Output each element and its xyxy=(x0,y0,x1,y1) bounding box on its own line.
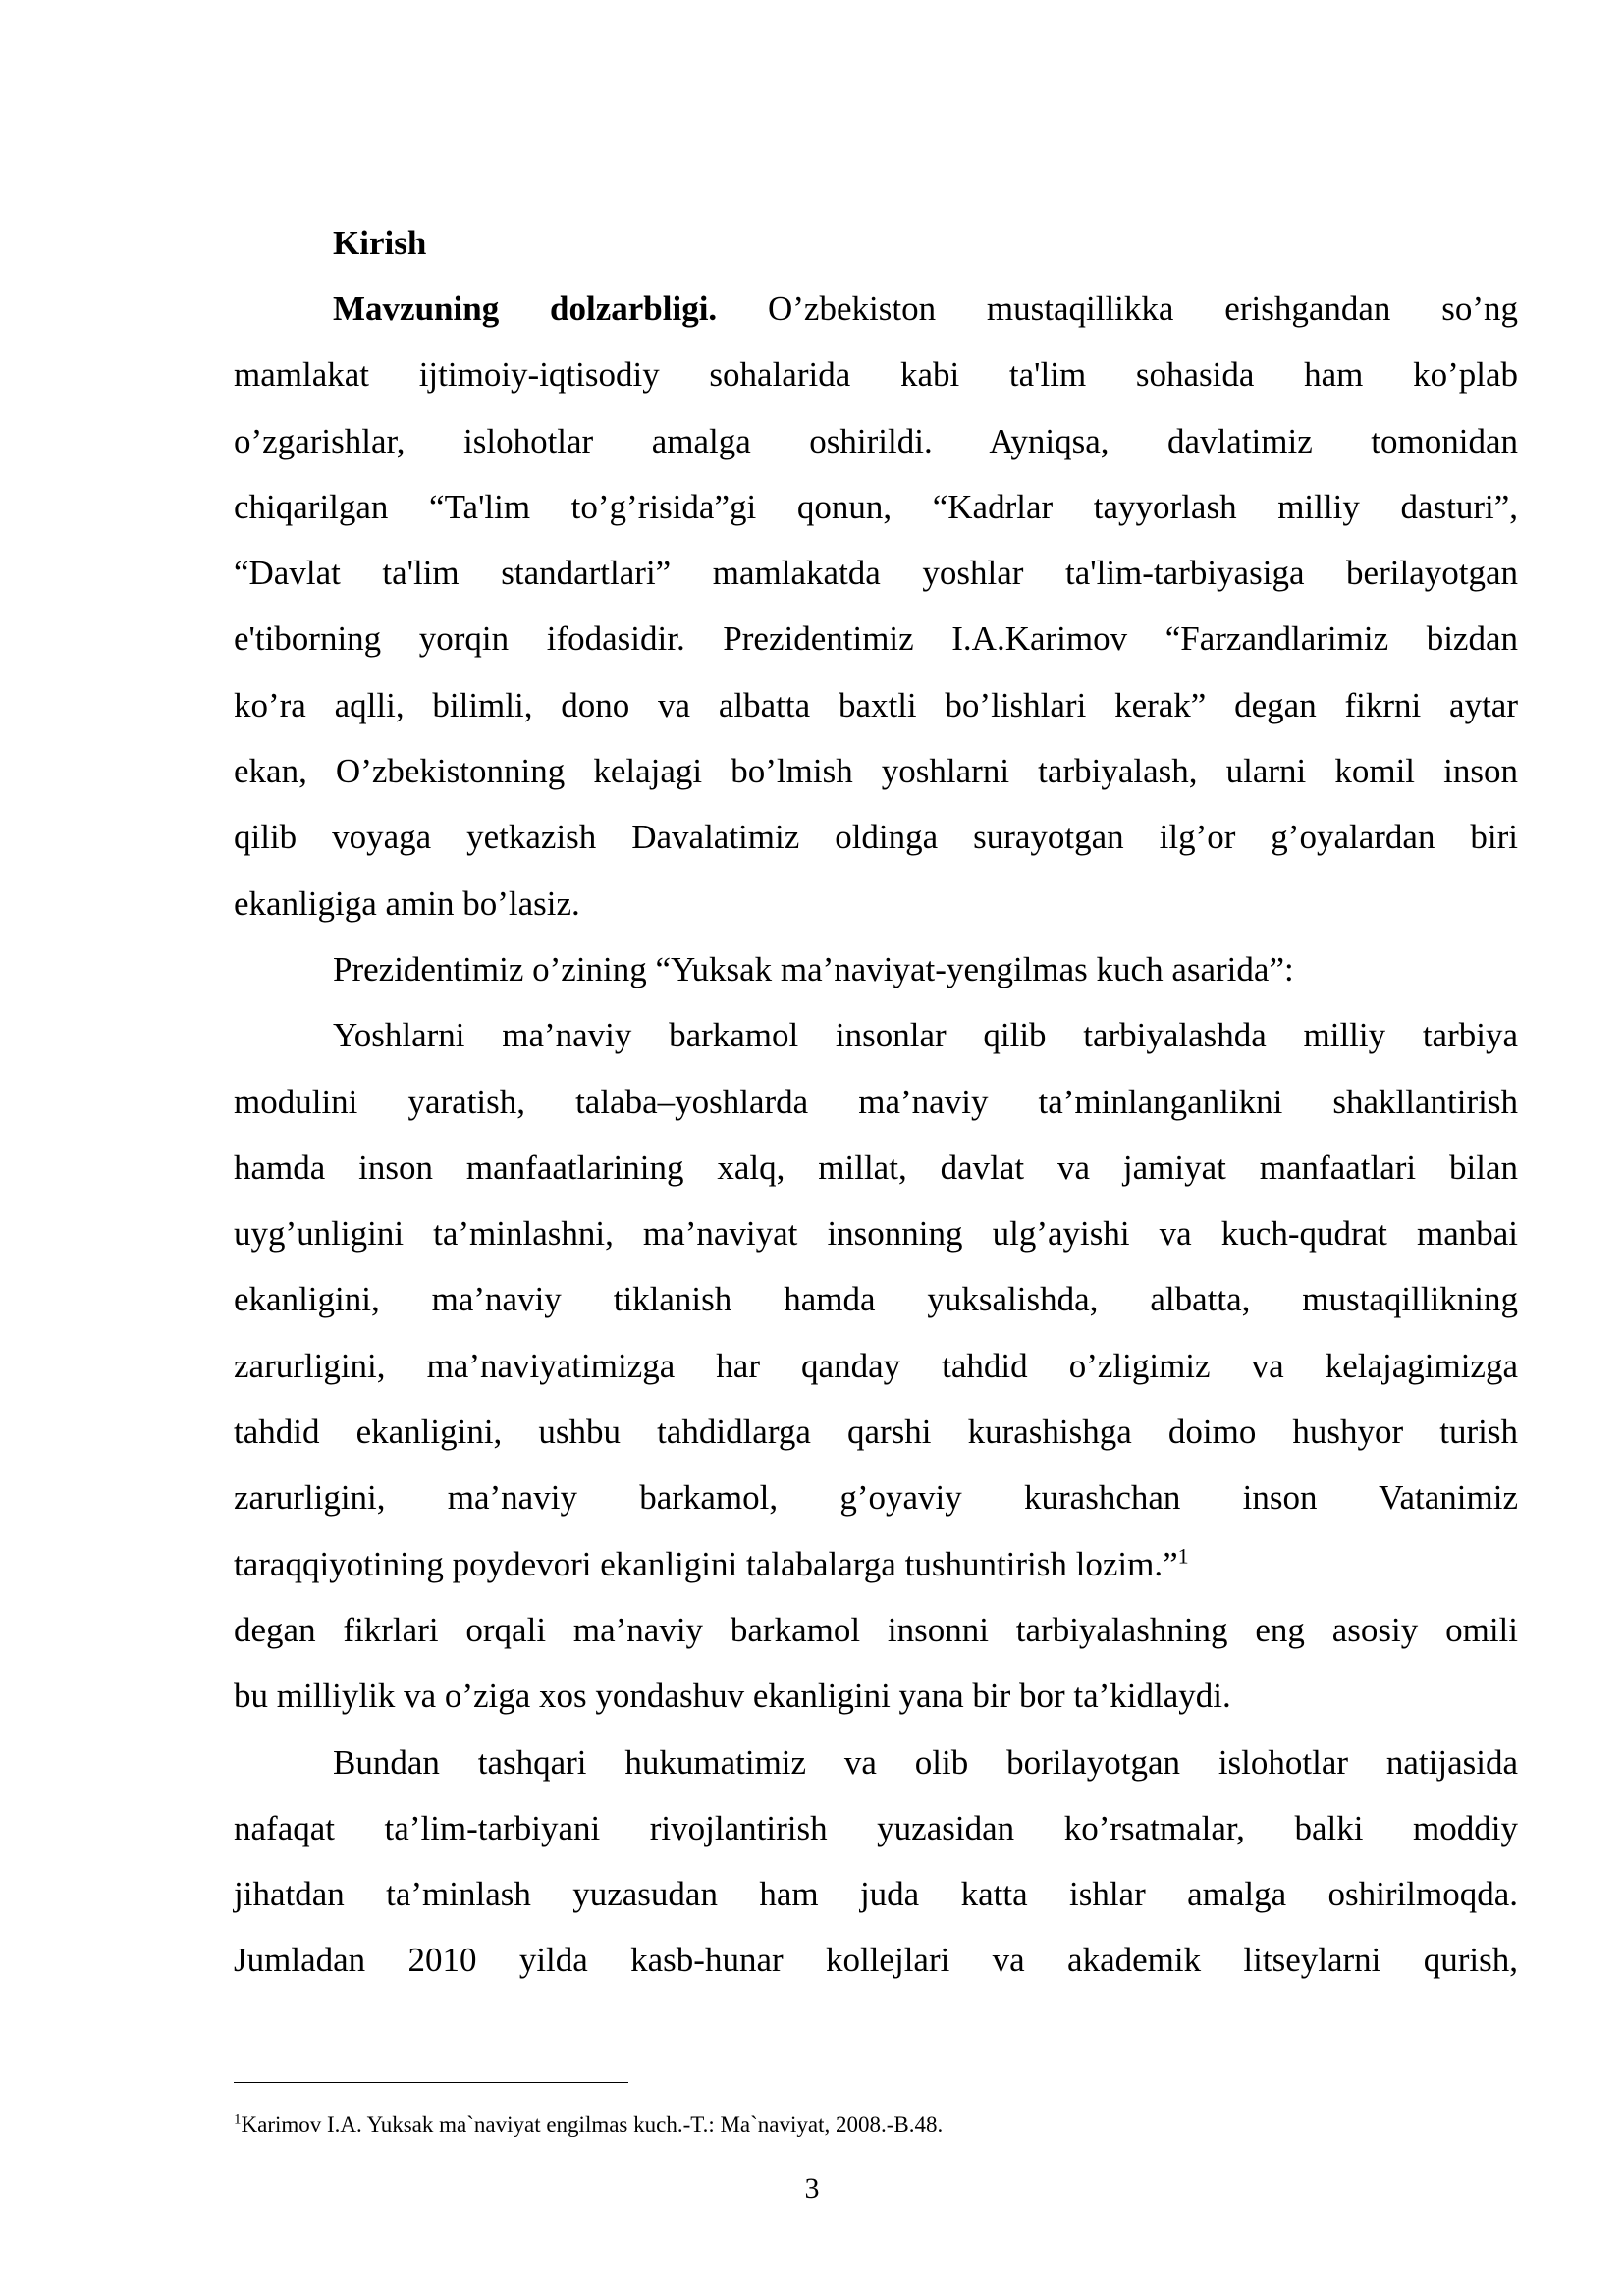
paragraph-line: bu milliylik va o’ziga xos yondashuv ekanligini yana bir bor ta’kidlaydi. xyxy=(234,1677,1231,1716)
paragraph-line: ekan, O’zbekistonning kelajagi bo’lmish yoshlarni tarbiyalash, ularni komil inson xyxy=(234,752,1518,791)
paragraph-line: “Davlat ta'lim standartlari” mamlakatda yoshlar ta'lim-tarbiyasiga berilayotgan xyxy=(234,554,1518,593)
quote-line: tahdid ekanligini, ushbu tahdidlarga qarshi kurashishga doimo hushyor turish xyxy=(234,1413,1518,1452)
paragraph-line: ko’ra aqlli, bilimli, dono va albatta baxtli bo’lishlari kerak” degan fikrni aytar xyxy=(234,685,1518,724)
quote-line: Yoshlarni ma’naviy barkamol insonlar qilib tarbiyalashda milliy tarbiya xyxy=(333,1016,1518,1055)
quote-line: ekanligini, ma’naviy tiklanish hamda yuksalishda, albatta, mustaqillikning xyxy=(234,1280,1518,1319)
quote-line: zarurligini, ma’naviyatimizga har qanday tahdid o’zligimiz va kelajagimizga xyxy=(234,1346,1518,1385)
quote-line: taraqqiyotining poydevori ekanligini talabalarga tushuntirish lozim.”$^1$ xyxy=(234,1542,1189,1583)
footnote-reference[interactable]: 1 xyxy=(1177,1542,1189,1568)
paragraph-line: o’zgarishlar, islohotlar amalga oshirildi. Ayniqsa, davlatimiz tomonidan xyxy=(234,421,1518,460)
body-text xyxy=(234,276,1518,1994)
paragraph-line: qilib voyaga yetkazish Davalatimiz oldinga surayotgan ilg’or g’oyalardan biri xyxy=(234,818,1518,857)
footnote-separator xyxy=(234,2082,628,2083)
paragraph-line: Prezidentimiz o’zining “Yuksak ma’naviyat-yengilmas kuch asarida”: xyxy=(333,949,1294,988)
quote-line: uyg’unligini ta’minlashni, ma’naviyat insonning ulg’ayishi va kuch-qudrat manbai xyxy=(234,1214,1518,1254)
paragraph-line: degan fikrlari orqali ma’naviy barkamol insonni tarbiyalashning eng asosiy omili xyxy=(234,1610,1518,1649)
paragraph-line: Bundan tashqari hukumatimiz va olib borilayotgan islohotlar natijasida xyxy=(333,1742,1518,1782)
quote-line: zarurligini, ma’naviy barkamol, g’oyaviy kurashchan inson Vatanimiz xyxy=(234,1478,1518,1518)
paragraph-line: mamlakat ijtimoiy-iqtisodiy sohalarida kabi ta'lim sohasida ham ko’plab xyxy=(234,355,1518,395)
paragraph-line: Mavzuning dolzarbligi. O’zbekiston mustaqillikka erishgandan so’ng xyxy=(333,290,1518,328)
paragraph-line: nafaqat ta’lim-tarbiyani rivojlantirish yuzasidan ko’rsatmalar, balki moddiy xyxy=(234,1808,1518,1847)
quote-line: hamda inson manfaatlarining xalq, millat, davlat va jamiyat manfaatlari bilan xyxy=(234,1148,1518,1187)
paragraph-line: Jumladan 2010 yilda kasb-hunar kollejlari va akademik litseylarni qurish, xyxy=(234,1941,1518,1980)
paragraph-line: jihatdan ta’minlash yuzasudan ham juda katta ishlar amalga oshirilmoqda. xyxy=(234,1875,1518,1914)
footnote xyxy=(234,2110,943,2140)
section-heading: Kirish xyxy=(333,224,427,262)
paragraph-line: e'tiborning yorqin ifodasidir. Prezidentimiz I.A.Karimov “Farzandlarimiz bizdan xyxy=(234,619,1518,659)
page-number: 3 xyxy=(804,2172,820,2205)
footnote-mark: 1 xyxy=(234,2111,242,2128)
paragraph-line: chiqarilgan “Ta'lim to’g’risida”gi qonun, “Kadrlar tayyorlash milliy dasturi”, xyxy=(234,487,1518,526)
lead-bold-phrase: Mavzuning dolzarbligi. xyxy=(333,290,718,328)
quote-line: modulini yaratish, talaba–yoshlarda ma’naviy ta’minlanganlikni shakllantirish xyxy=(234,1082,1518,1121)
footnote-text: Karimov I.A. Yuksak ma`naviyat engilmas kuch.-T.: Ma`naviyat, 2008.-B.48. xyxy=(241,2112,944,2137)
paragraph-line: ekanligiga amin bo’lasiz. xyxy=(234,883,580,923)
